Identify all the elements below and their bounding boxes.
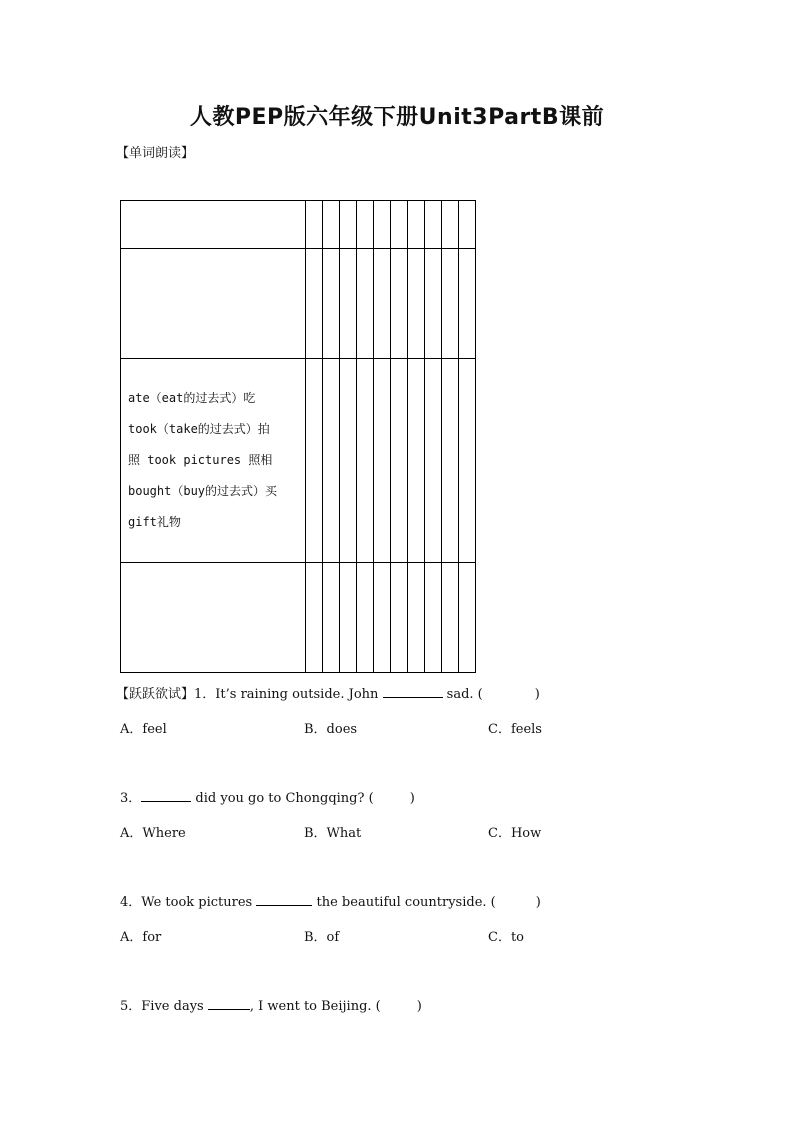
tick-cell[interactable]: [391, 201, 408, 249]
tick-cell[interactable]: [459, 359, 476, 563]
tick-cell[interactable]: [425, 249, 442, 359]
tick-cell[interactable]: [425, 359, 442, 563]
section-label-word-reading: 【单词朗读】: [116, 146, 195, 161]
tick-cell[interactable]: [459, 563, 476, 673]
answer-blank[interactable]: [256, 892, 312, 906]
vocab-line: gift礼物: [128, 515, 181, 529]
question-text: the beautiful countryside. (: [312, 895, 496, 910]
tick-cell[interactable]: [340, 359, 357, 563]
tick-cell[interactable]: [442, 249, 459, 359]
word-cell: [121, 201, 306, 249]
tick-cell[interactable]: [374, 359, 391, 563]
tick-cell[interactable]: [442, 359, 459, 563]
tick-cell[interactable]: [374, 563, 391, 673]
question-number: 1．: [194, 687, 216, 702]
table-row: [121, 201, 476, 249]
tick-cell[interactable]: [374, 249, 391, 359]
question-1: [116, 684, 540, 705]
tick-cell[interactable]: [391, 249, 408, 359]
option-a[interactable]: A．feel: [120, 722, 167, 737]
question-number: 3．: [120, 791, 142, 806]
question-3: [120, 788, 415, 809]
question-4: [120, 892, 541, 913]
tick-cell[interactable]: [391, 359, 408, 563]
document-title: 人教PEP版六年级下册Unit3PartB课前: [189, 105, 605, 130]
section-label-practice: 【跃跃欲试】: [116, 687, 195, 702]
question-text: Five days: [141, 999, 208, 1014]
answer-blank[interactable]: [208, 996, 250, 1010]
answer-blank[interactable]: [141, 788, 191, 802]
tick-cell[interactable]: [408, 201, 425, 249]
table-row: [121, 359, 476, 563]
question-text: It’s raining outside. John: [215, 687, 383, 702]
tick-cell[interactable]: [323, 249, 340, 359]
question-number: 5．: [120, 999, 142, 1014]
question-number: 4．: [120, 895, 142, 910]
word-reading-table: [120, 200, 476, 673]
word-cell: [121, 563, 306, 673]
tick-cell[interactable]: [408, 249, 425, 359]
tick-cell[interactable]: [425, 201, 442, 249]
table-row: [121, 563, 476, 673]
tick-cell[interactable]: [306, 201, 323, 249]
tick-cell[interactable]: [306, 563, 323, 673]
option-c[interactable]: C．to: [488, 930, 524, 945]
question-text: did you go to Chongqing? (: [191, 791, 374, 806]
tick-cell[interactable]: [306, 249, 323, 359]
bracket-close: ): [416, 999, 422, 1014]
tick-cell[interactable]: [323, 359, 340, 563]
tick-cell[interactable]: [340, 249, 357, 359]
option-b[interactable]: B．does: [304, 722, 358, 737]
bracket-close: ): [409, 791, 415, 806]
question-5: [120, 996, 422, 1017]
word-cell: [121, 249, 306, 359]
question-text: sad. (: [442, 687, 483, 702]
tick-cell[interactable]: [408, 563, 425, 673]
bracket-close: ): [534, 687, 540, 702]
tick-cell[interactable]: [357, 359, 374, 563]
bracket-close: ): [535, 895, 541, 910]
option-c[interactable]: C．How: [488, 826, 542, 841]
option-c[interactable]: C．feels: [488, 722, 542, 737]
tick-cell[interactable]: [442, 563, 459, 673]
vocab-line: ate（eat的过去式）吃: [128, 391, 256, 405]
tick-cell[interactable]: [323, 201, 340, 249]
tick-cell[interactable]: [408, 359, 425, 563]
tick-cell[interactable]: [357, 249, 374, 359]
option-a[interactable]: A．Where: [120, 826, 186, 841]
tick-cell[interactable]: [340, 201, 357, 249]
tick-cell[interactable]: [357, 201, 374, 249]
vocab-line: took（take的过去式）拍: [128, 422, 270, 436]
vocab-line: 照 took pictures 照相: [128, 453, 273, 467]
option-b[interactable]: B．What: [304, 826, 362, 841]
tick-cell[interactable]: [425, 563, 442, 673]
answer-blank[interactable]: [383, 684, 443, 698]
tick-cell[interactable]: [374, 201, 391, 249]
tick-cell[interactable]: [391, 563, 408, 673]
tick-cell[interactable]: [357, 563, 374, 673]
option-b[interactable]: B．of: [304, 930, 340, 945]
question-text: We took pictures: [141, 895, 257, 910]
vocab-line: bought（buy的过去式）买: [128, 484, 278, 498]
tick-cell[interactable]: [323, 563, 340, 673]
tick-cell[interactable]: [442, 201, 459, 249]
table-row: [121, 249, 476, 359]
tick-cell[interactable]: [340, 563, 357, 673]
tick-cell[interactable]: [459, 249, 476, 359]
tick-cell[interactable]: [306, 359, 323, 563]
option-a[interactable]: A．for: [120, 930, 162, 945]
tick-cell[interactable]: [459, 201, 476, 249]
word-cell-vocab: [121, 359, 306, 563]
question-text: , I went to Beijing. (: [249, 999, 381, 1014]
